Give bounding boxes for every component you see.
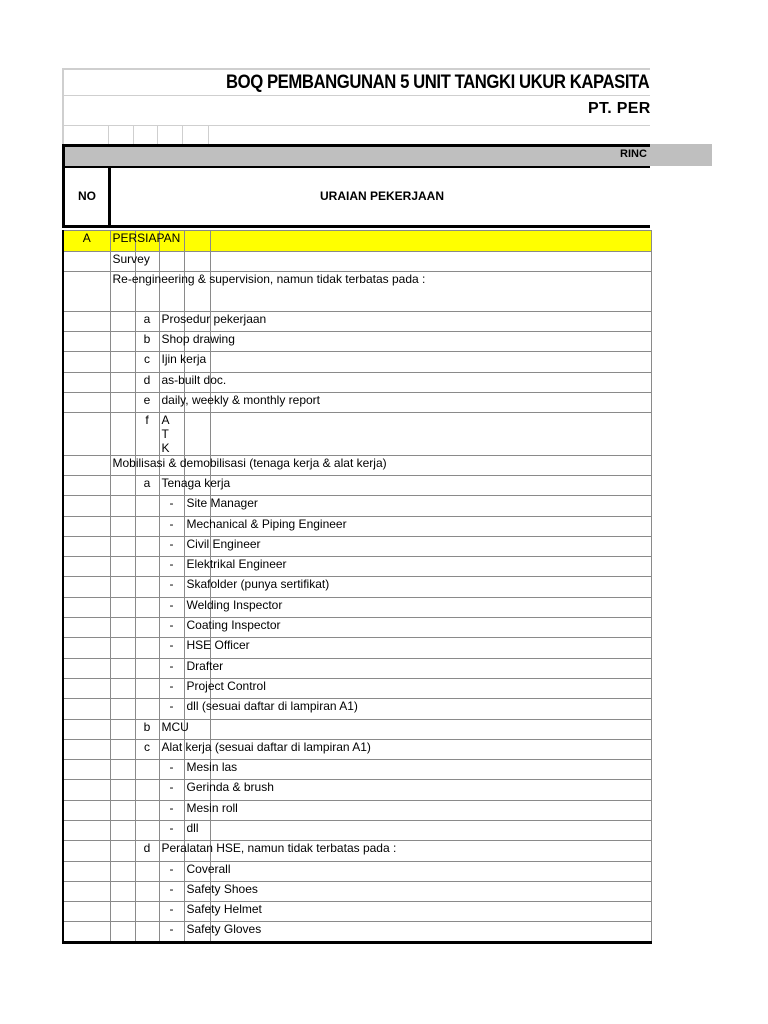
grid-line [157,126,158,144]
row-cell [184,413,210,456]
row-dash-cell: - [159,618,184,638]
row-number-cell [110,413,135,456]
row-cell [210,496,651,517]
table-row [63,577,651,598]
row-cell [184,659,224,679]
table-row [63,272,651,312]
row-cell [210,801,651,821]
row-no-cell [63,821,110,841]
row-description: MCU [161,720,189,734]
table-row [63,352,651,373]
row-cell [184,821,210,841]
row-description: Mesin roll [186,801,238,815]
row-description: as-built doc. [161,373,227,387]
row-no-cell [63,252,110,272]
table-row [63,373,651,393]
row-description: Elektrikal Engineer [186,557,287,571]
row-number-cell [110,882,135,902]
row-cell [184,252,210,272]
row-cell [184,638,250,659]
row-dash-cell [159,720,189,740]
row-cell [210,659,651,679]
row-cell [210,312,651,332]
grid-line [108,126,109,144]
row-no-cell [63,537,110,557]
row-no-cell [63,922,110,943]
row-number-cell [110,476,135,496]
row-letter-cell [135,821,159,841]
row-no-cell [63,902,110,922]
table-row [63,780,651,801]
row-cell [184,496,258,517]
table-row [63,618,651,638]
row-no-cell [63,780,110,801]
row-no-cell [63,557,110,577]
company-name: PT. PER [588,100,651,117]
row-letter-cell [135,780,159,801]
row-dash-cell: - [159,801,184,821]
row-no-cell [63,638,110,659]
row-no-cell [63,373,110,393]
row-cell [210,882,651,902]
table-row [63,638,651,659]
row-number-cell [110,231,181,252]
table-row [63,679,651,699]
row-dash-cell [159,252,184,272]
row-number-cell [110,679,135,699]
row-cell [184,537,261,557]
row-dash-cell: - [159,496,184,517]
row-letter-cell [135,801,159,821]
row-dash-cell: - [159,577,184,598]
row-number-cell [110,760,135,780]
row-cell [210,413,651,456]
table-row [63,821,651,841]
row-cell [210,476,651,496]
row-description: Project Control [186,679,266,693]
row-number-cell [110,598,135,618]
row-description: Mesin las [186,760,238,774]
row-dash-cell: - [159,882,184,902]
header-separator [108,166,111,228]
title-row [62,68,650,96]
row-description: AT K [161,413,170,455]
row-number-cell [110,699,135,720]
row-letter-cell [135,638,159,659]
row-dash-cell [159,841,397,862]
boq-table-body [63,231,651,943]
row-letter-cell: d [135,373,159,393]
row-number-cell [110,902,135,922]
row-description: HSE Officer [186,638,250,652]
row-number-cell [110,780,135,801]
table-row [63,760,651,780]
row-description: Skafolder (punya sertifikat) [186,577,330,591]
row-letter-cell [135,537,159,557]
row-cell [184,922,262,943]
table-row [63,393,651,413]
row-number-cell [110,862,135,882]
table-row [63,517,651,537]
row-no-cell [63,841,110,862]
row-letter-cell [135,496,159,517]
row-number-cell [110,577,135,598]
row-number-cell [110,841,135,862]
row-number-cell [110,272,426,312]
row-no-cell [63,517,110,537]
table-row [63,496,651,517]
row-no-cell [63,598,110,618]
table-row [63,598,651,618]
table-row [63,801,651,821]
row-cell [210,231,651,252]
row-cell [210,760,651,780]
row-description: daily, weekly & monthly report [161,393,321,407]
table-row [63,332,651,352]
row-number-cell [110,922,135,943]
row-dash-cell: - [159,557,184,577]
row-no-cell [63,332,110,352]
row-dash-cell: - [159,679,184,699]
row-dash-cell: - [159,780,184,801]
row-no-cell [63,760,110,780]
row-description: Peralatan HSE, namun tidak terbatas pada : [161,841,397,855]
row-cell [210,821,651,841]
row-no-cell [63,496,110,517]
row-number-cell [110,332,135,352]
row-dash-cell: - [159,537,184,557]
row-description: PERSIAPAN [112,231,181,245]
row-description: dll (sesuai daftar di lampiran A1) [186,699,358,713]
row-number-cell [110,537,135,557]
row-letter-cell [135,902,159,922]
row-no-cell [63,882,110,902]
row-no-cell [63,659,110,679]
row-no-cell [63,801,110,821]
row-letter-cell [135,760,159,780]
grid-line [182,126,183,144]
row-description: Alat kerja (sesuai daftar di lampiran A1) [161,740,371,754]
row-cell [184,862,231,882]
table-row [63,537,651,557]
row-dash-cell [159,740,371,760]
row-cell [210,780,651,801]
row-no-cell [63,720,110,740]
row-letter-cell: d [135,841,159,862]
table-row [63,312,651,332]
row-number-cell [110,557,135,577]
row-description: Safety Helmet [186,902,262,916]
row-no-cell [63,740,110,760]
row-number-cell [110,821,135,841]
row-cell [210,679,651,699]
row-description: Prosedur pekerjaan [161,312,267,326]
row-letter-cell: a [135,312,159,332]
row-description: Safety Shoes [186,882,258,896]
row-dash-cell [159,312,267,332]
row-no-cell [63,862,110,882]
table-row [63,252,651,272]
row-cell [184,517,347,537]
row-cell [184,760,238,780]
row-cell [210,922,651,943]
row-dash-cell [159,352,207,373]
row-no-cell [63,618,110,638]
row-dash-cell: - [159,517,184,537]
row-letter-cell: b [135,720,159,740]
grid-line [208,126,209,144]
row-dash-cell: - [159,760,184,780]
table-row [63,740,651,760]
row-description: dll [186,821,199,835]
table-row [63,231,651,252]
row-no-cell [63,312,110,332]
row-letter-cell: e [135,393,159,413]
row-letter-cell [135,659,159,679]
row-letter-cell [135,577,159,598]
row-no-cell [63,476,110,496]
row-dash-cell: - [159,862,184,882]
row-dash-cell [159,373,227,393]
header-uraian-pekerjaan: URAIAN PEKERJAAN [320,189,445,203]
row-number-cell [110,393,135,413]
row-number-cell [110,252,150,272]
row-dash-cell: - [159,638,184,659]
row-letter-cell: f [135,413,159,456]
row-cell [184,618,281,638]
row-cell [184,557,287,577]
row-cell [210,352,651,373]
row-cell [184,598,283,618]
row-description: Survey [112,252,150,266]
row-no-cell [63,352,110,373]
row-cell [210,638,651,659]
header-no: NO [78,189,96,203]
row-dash-cell: - [159,902,184,922]
table-row [63,720,651,740]
row-cell [184,902,262,922]
row-no-cell [63,413,110,456]
row-description: Coating Inspector [186,618,281,632]
row-cell [184,679,266,699]
row-no-cell [63,393,110,413]
row-no-cell: A [63,231,110,252]
row-dash-cell: - [159,922,184,943]
row-description: Safety Gloves [186,922,262,936]
row-number-cell [110,638,135,659]
row-description: Civil Engineer [186,537,261,551]
row-cell [210,902,651,922]
row-number-cell [110,312,135,332]
row-cell [210,252,651,272]
row-description: Mechanical & Piping Engineer [186,517,347,531]
row-number-cell [110,373,135,393]
row-description: Re-engineering & supervision, namun tidak terbatas pada : [112,272,426,286]
row-description: Welding Inspector [186,598,283,612]
row-cell [184,231,210,252]
row-description: Ijin kerja [161,352,207,366]
row-letter-cell [135,922,159,943]
row-description: Shop drawing [161,332,235,346]
row-description: Site Manager [186,496,258,510]
table-row [63,413,651,456]
row-description: Coverall [186,862,231,876]
row-no-cell [63,456,110,476]
table-row [63,882,651,902]
blank-row [62,126,650,144]
row-cell [184,780,274,801]
grid-line [133,126,134,144]
row-dash-cell: - [159,598,184,618]
row-cell [184,882,258,902]
row-dash-cell [159,413,184,456]
row-no-cell [63,577,110,598]
row-letter-cell [135,862,159,882]
row-cell [210,720,651,740]
row-no-cell [63,699,110,720]
row-cell [184,801,238,821]
row-cell [210,332,651,352]
row-cell [210,373,651,393]
row-cell [184,577,330,598]
row-dash-cell [159,332,235,352]
row-number-cell [110,618,135,638]
header-rincian: RINC [620,148,647,160]
row-number-cell [110,456,387,476]
row-dash-cell: - [159,659,184,679]
row-letter-cell [135,598,159,618]
row-cell [184,699,358,720]
table-row [63,841,651,862]
row-description: Drafter [186,659,224,673]
row-number-cell [110,720,135,740]
row-number-cell [110,517,135,537]
row-description: Mobilisasi & demobilisasi (tenaga kerja & alat kerja) [112,456,387,470]
table-row [63,862,651,882]
boq-table [62,230,652,944]
table-row [63,557,651,577]
row-number-cell [110,496,135,517]
row-cell [210,537,651,557]
row-no-cell [63,679,110,699]
row-cell [210,862,651,882]
row-letter-cell [135,618,159,638]
table-row [63,922,651,943]
table-row [63,456,651,476]
header-border [62,144,650,166]
row-dash-cell: - [159,821,184,841]
row-letter-cell [135,679,159,699]
row-no-cell [63,272,110,312]
row-letter-cell: c [135,352,159,373]
subtitle-row [62,96,650,126]
row-letter-cell [135,699,159,720]
row-number-cell [110,659,135,679]
document-title: BOQ PEMBANGUNAN 5 UNIT TANGKI UKUR KAPASITA [226,72,650,93]
row-number-cell [110,801,135,821]
table-row [63,699,651,720]
row-letter-cell [135,557,159,577]
table-row [63,659,651,679]
row-description: Gerinda & brush [186,780,274,794]
row-number-cell [110,352,135,373]
row-letter-cell: a [135,476,159,496]
row-dash-cell: - [159,699,184,720]
row-dash-cell [159,476,231,496]
row-letter-cell: c [135,740,159,760]
row-letter-cell: b [135,332,159,352]
row-description: Tenaga kerja [161,476,231,490]
row-letter-cell [135,517,159,537]
table-row [63,476,651,496]
row-dash-cell [159,393,321,413]
table-row [63,902,651,922]
row-letter-cell [135,882,159,902]
row-number-cell [110,740,135,760]
